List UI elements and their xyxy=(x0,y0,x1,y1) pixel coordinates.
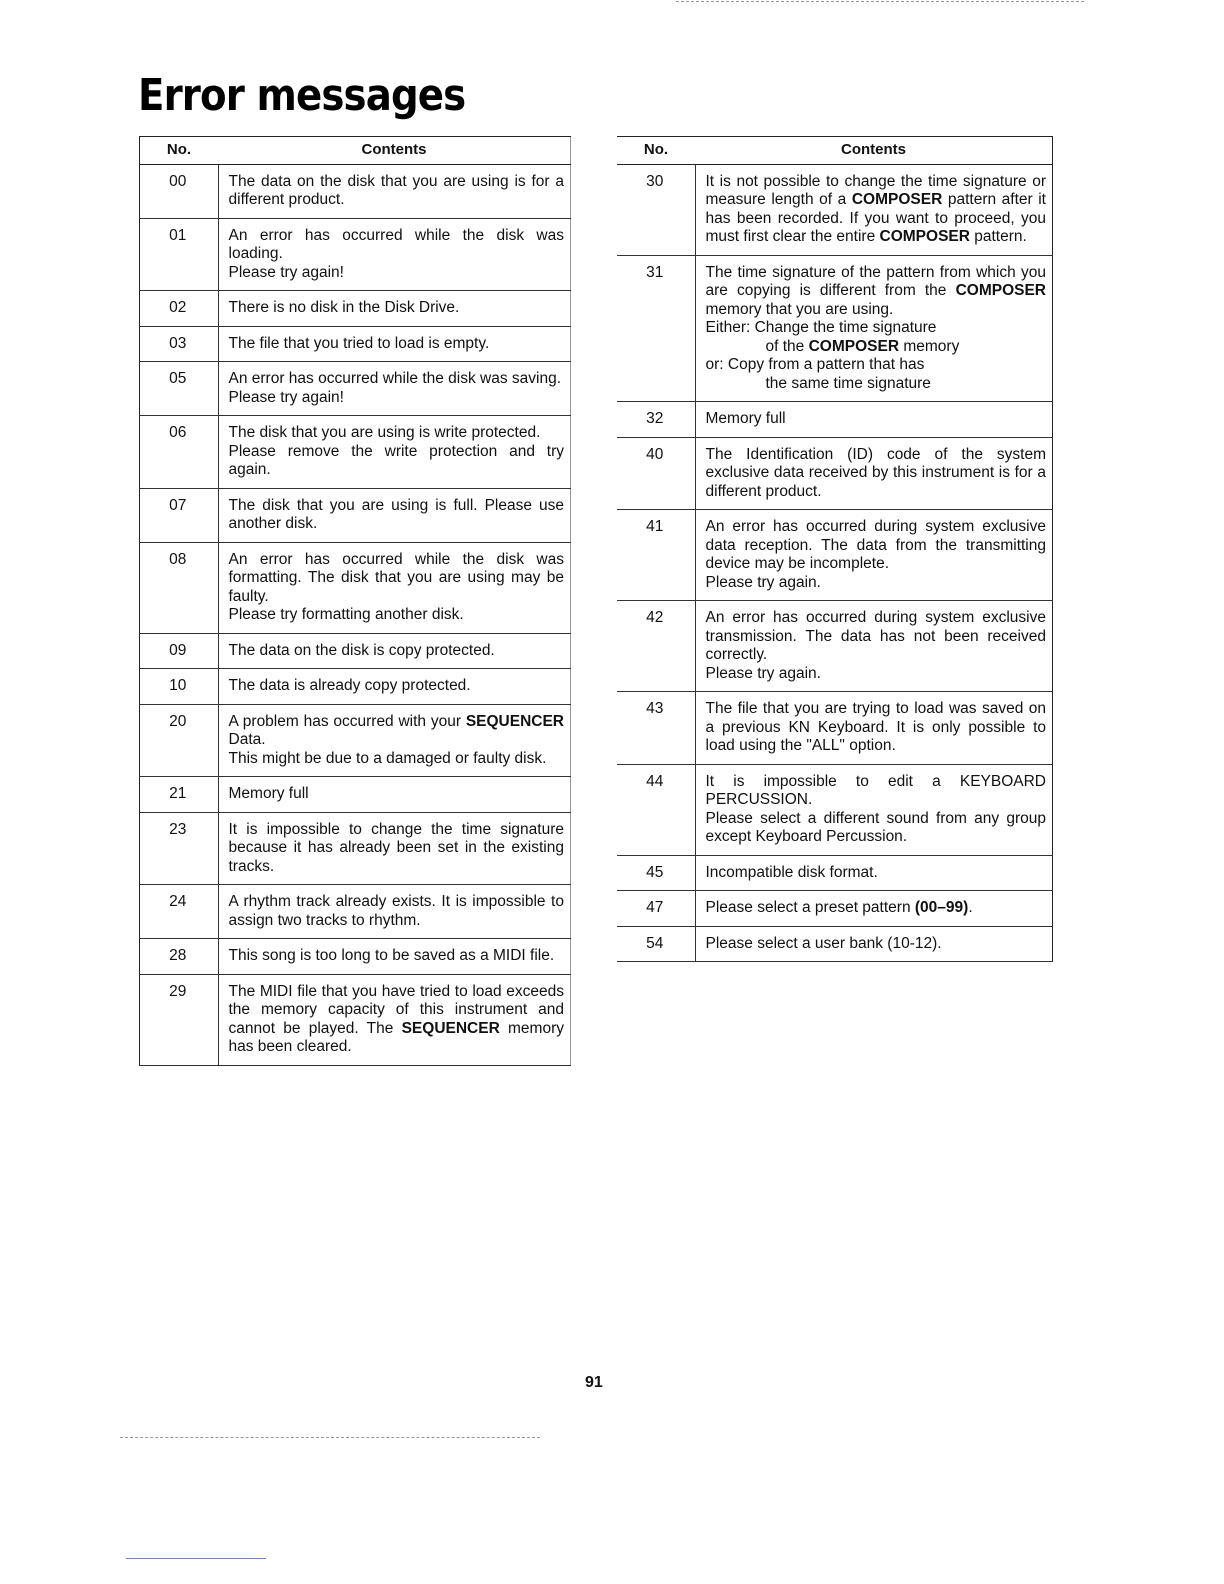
page-number: 91 xyxy=(585,1374,603,1391)
error-message-line: Memory full xyxy=(228,785,309,802)
error-code: 07 xyxy=(140,488,219,542)
error-code: 23 xyxy=(140,812,219,885)
error-row xyxy=(140,164,571,218)
error-message-line: An error has occurred while the disk was loading. xyxy=(228,226,564,262)
error-code: 06 xyxy=(140,416,219,489)
table-header-row xyxy=(617,137,1053,165)
error-code: 09 xyxy=(140,633,219,669)
error-message xyxy=(695,510,1053,601)
error-code: 47 xyxy=(617,891,695,927)
error-message-line: This might be due to a damaged or faulty disk. xyxy=(228,749,547,767)
error-message-line: of the COMPOSER memory xyxy=(765,337,960,355)
error-row xyxy=(617,855,1053,891)
error-message xyxy=(695,601,1053,692)
error-message xyxy=(218,326,571,362)
error-message-line: Please try again. xyxy=(705,664,821,682)
error-message xyxy=(695,926,1053,962)
error-code: 21 xyxy=(140,777,219,813)
column-header-contents: Contents xyxy=(218,137,571,165)
error-row xyxy=(617,402,1053,438)
error-message xyxy=(695,164,1053,255)
page-title: Error messages xyxy=(138,70,466,121)
error-row xyxy=(140,488,571,542)
error-code: 24 xyxy=(140,885,219,939)
error-code: 54 xyxy=(617,926,695,962)
error-message xyxy=(218,218,571,291)
error-message xyxy=(695,402,1053,438)
error-message-line: Please select a different sound from any group except Keyboard Percussion. xyxy=(705,809,1046,845)
error-code: 31 xyxy=(617,255,695,402)
error-message xyxy=(218,164,571,218)
error-message xyxy=(218,812,571,885)
error-message-line: The Identification (ID) code of the system exclusive data received by this instrument is for a different product. xyxy=(705,445,1046,500)
error-code: 03 xyxy=(140,326,219,362)
error-message xyxy=(695,437,1053,510)
error-code: 40 xyxy=(617,437,695,510)
error-message xyxy=(218,885,571,939)
error-code: 45 xyxy=(617,855,695,891)
error-message-line: Please select a preset pattern (00–99). xyxy=(705,899,973,916)
error-row xyxy=(617,164,1053,255)
error-code: 32 xyxy=(617,402,695,438)
error-message xyxy=(218,362,571,416)
error-message-line: Please try again! xyxy=(228,263,344,281)
error-row xyxy=(140,812,571,885)
error-row xyxy=(617,510,1053,601)
error-row xyxy=(140,326,571,362)
error-code: 41 xyxy=(617,510,695,601)
error-message-line: A problem has occurred with your SEQUENCER Data. xyxy=(228,712,564,748)
column-header-no: No. xyxy=(140,137,219,165)
error-message-line: It is not possible to change the time signature or measure length of a COMPOSER pattern after it has been recorded. If you want to proceed, you must first clear the entire COMPOSER pattern. xyxy=(705,172,1046,245)
error-message xyxy=(218,416,571,489)
error-message-line: Incompatible disk format. xyxy=(705,863,878,881)
scan-artifact-blue-line xyxy=(126,1558,266,1559)
error-code: 20 xyxy=(140,704,219,777)
error-row xyxy=(617,764,1053,855)
error-row xyxy=(140,218,571,291)
error-message-line: the same time signature xyxy=(765,374,931,392)
error-message xyxy=(218,974,571,1065)
column-header-contents: Contents xyxy=(695,137,1053,165)
error-code: 42 xyxy=(617,601,695,692)
error-message-line: Either: Change the time signature xyxy=(705,319,937,336)
error-message xyxy=(695,255,1053,402)
error-message-line: Please try again. xyxy=(705,573,821,591)
table-header-row xyxy=(140,137,571,165)
error-table-right xyxy=(617,136,1053,962)
error-code: 00 xyxy=(140,164,219,218)
column-header-no: No. xyxy=(617,137,695,165)
error-message xyxy=(218,633,571,669)
error-message-line: Please try again! xyxy=(228,388,344,406)
error-message-line: or: Copy from a pattern that has xyxy=(705,356,925,373)
error-message-line: Please select a user bank (10-12). xyxy=(705,934,942,952)
error-row xyxy=(140,542,571,633)
error-message-line: An error has occurred while the disk was saving. xyxy=(228,370,562,387)
scan-artifact-bottom xyxy=(120,1437,540,1438)
error-message-line: Memory full xyxy=(705,410,786,427)
error-message xyxy=(218,488,571,542)
error-message-line: An error has occurred during system exclusive data reception. The data from the transmitting device may be incomplete. xyxy=(705,518,1046,572)
error-row xyxy=(140,974,571,1065)
error-code: 10 xyxy=(140,669,219,705)
error-code: 02 xyxy=(140,291,219,327)
error-message-line: This song is too long to be saved as a MIDI file. xyxy=(228,947,555,964)
error-table-right-body xyxy=(617,164,1053,962)
error-code: 30 xyxy=(617,164,695,255)
error-message-line: The disk that you are using is full. Please use another disk. xyxy=(228,496,564,532)
error-message xyxy=(218,939,571,975)
error-message-line: The data on the disk is copy protected. xyxy=(228,641,495,659)
error-message xyxy=(218,291,571,327)
error-message-line: The MIDI file that you have tried to load exceeds the memory capacity of this instrument and cannot be played. The SEQUENCER memory has been cleared. xyxy=(228,982,564,1055)
error-row xyxy=(140,704,571,777)
error-code: 08 xyxy=(140,542,219,633)
error-row xyxy=(140,362,571,416)
error-row xyxy=(617,692,1053,765)
error-message-line: Please remove the write protection and try again. xyxy=(228,442,564,478)
error-message-line: The file that you tried to load is empty. xyxy=(228,334,490,352)
error-message-line: A rhythm track already exists. It is impossible to assign two tracks to rhythm. xyxy=(228,893,564,929)
error-message-line: An error has occurred while the disk was formatting. The disk that you are using may be faulty. xyxy=(228,550,564,605)
error-message xyxy=(218,669,571,705)
error-message xyxy=(218,777,571,813)
error-code: 29 xyxy=(140,974,219,1065)
error-message-line: The time signature of the pattern from which you are copying is different from the COMPOSER memory that you are using. xyxy=(705,263,1046,318)
error-message-line: Please try formatting another disk. xyxy=(228,606,464,623)
error-code: 43 xyxy=(617,692,695,765)
error-row xyxy=(140,885,571,939)
error-row xyxy=(140,291,571,327)
error-message xyxy=(695,692,1053,765)
error-message-line: The file that you are trying to load was saved on a previous KN Keyboard. It is only possible to load using the "ALL" option. xyxy=(705,700,1046,754)
error-message-line: An error has occurred during system exclusive transmission. The data has not been received correctly. xyxy=(705,609,1046,663)
error-row xyxy=(140,669,571,705)
error-row xyxy=(140,416,571,489)
error-row xyxy=(140,939,571,975)
error-table-left-body xyxy=(140,164,571,1065)
error-row xyxy=(617,437,1053,510)
error-code: 44 xyxy=(617,764,695,855)
error-row xyxy=(617,601,1053,692)
error-message xyxy=(218,542,571,633)
scan-artifact-top xyxy=(676,1,1084,2)
error-row xyxy=(140,633,571,669)
error-message-line: The data on the disk that you are using is for a different product. xyxy=(228,172,564,208)
error-message xyxy=(695,855,1053,891)
error-message-line: It is impossible to change the time signature because it has already been set in the existing tracks. xyxy=(228,820,564,875)
error-code: 01 xyxy=(140,218,219,291)
error-code: 28 xyxy=(140,939,219,975)
error-message-line: The disk that you are using is write protected. xyxy=(228,424,541,441)
error-row xyxy=(617,255,1053,402)
error-message-line: There is no disk in the Disk Drive. xyxy=(228,299,460,316)
error-row xyxy=(140,777,571,813)
error-row xyxy=(617,926,1053,962)
error-table-left xyxy=(139,136,571,1066)
error-message xyxy=(695,891,1053,927)
error-row xyxy=(617,891,1053,927)
error-code: 05 xyxy=(140,362,219,416)
error-message-line: It is impossible to edit a KEYBOARD PERCUSSION. xyxy=(705,772,1046,808)
error-message xyxy=(695,764,1053,855)
error-message xyxy=(218,704,571,777)
error-message-line: The data is already copy protected. xyxy=(228,677,471,694)
